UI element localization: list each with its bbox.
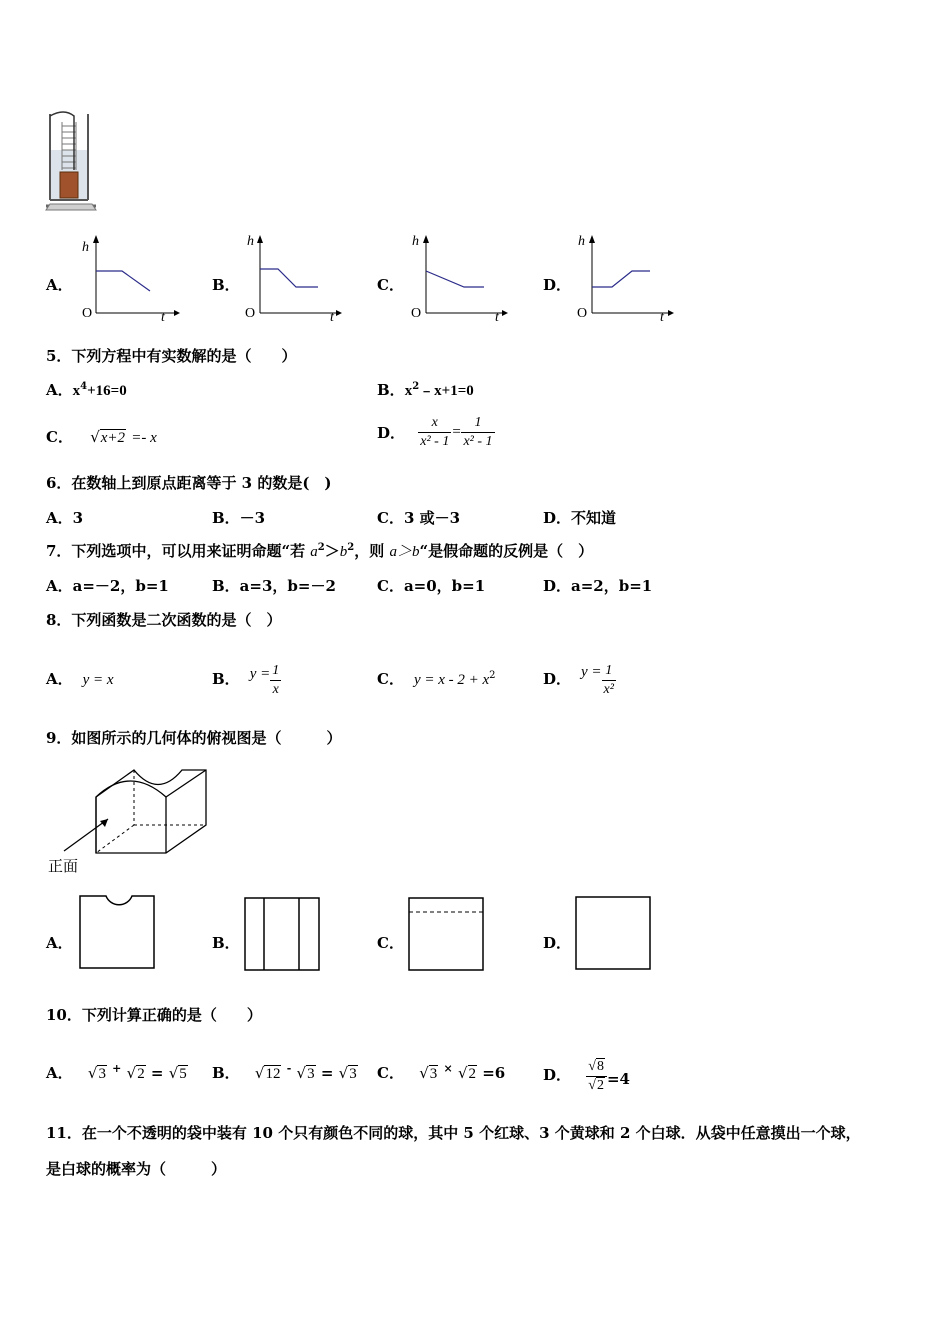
q9-stem: 9．如图所示的几何体的俯视图是（ ） (46, 729, 342, 747)
q4-graph-d-t: t (660, 310, 664, 325)
q9-option-a-label[interactable]: A． (46, 934, 73, 952)
q4-graph-a-t: t (161, 310, 165, 325)
q8-option-c[interactable]: C． $y = x - 2 + x^2$ (377, 670, 496, 688)
q9-option-a-view[interactable] (78, 894, 158, 972)
q8-stem: 8．下列函数是二次函数的是（ ） (46, 611, 282, 629)
q6-option-b[interactable]: B．－3 (212, 509, 266, 527)
q4-graph-a-o: O (82, 306, 93, 321)
q10-stem: 10．下列计算正确的是（ ） (46, 1006, 262, 1024)
q8-option-b[interactable]: B． y = $\frac{1}{x}$ (212, 662, 280, 697)
q4-graph-d-o: O (577, 306, 588, 321)
q9-front-label: 正面 (48, 857, 79, 875)
q4-graph-b-h: h (247, 234, 254, 249)
q4-option-b-label[interactable]: B． (212, 276, 240, 294)
q4-graph-c-o: O (411, 306, 422, 321)
q5-option-b[interactable]: B．$x^2﹣x+1=0$ (377, 381, 474, 399)
q4-graph-c-h: h (412, 234, 419, 249)
q9-option-d-view[interactable] (574, 895, 654, 973)
q6-stem: 6．在数轴上到原点距离等于 3 的数是( ) (46, 474, 332, 492)
q10-option-b[interactable]: B． √12 - √3 = √3 (212, 1062, 357, 1082)
q10-option-a[interactable]: A． √3 + √2 = √5 (46, 1062, 187, 1082)
q7-option-d[interactable]: D．a=2，b=1 (543, 577, 653, 595)
q4-option-d-label[interactable]: D． (543, 276, 572, 294)
q10-option-c[interactable]: C． √3 × √2 =6 (377, 1062, 506, 1082)
beaker-figure (44, 110, 104, 215)
q7-option-b[interactable]: B．a=3，b=－2 (212, 577, 336, 595)
q5-option-a[interactable]: A．$x^4+16=0$ (46, 381, 127, 399)
q4-graph-d-h: h (578, 234, 585, 249)
q4-graph-b-t: t (330, 310, 334, 325)
q6-option-a[interactable]: A．3 (46, 509, 84, 527)
q9-solid-figure (60, 765, 220, 865)
q4-graph-b-o: O (245, 306, 256, 321)
q8-option-d[interactable]: D． y = $\frac{1}{\text{x²}}$ (543, 662, 614, 697)
q8-option-a[interactable]: A． y = x (46, 670, 114, 688)
q7-option-c[interactable]: C．a=0，b=1 (377, 577, 486, 595)
q9-option-c-view[interactable] (407, 896, 487, 974)
q11-line2: 是白球的概率为（ ） (46, 1160, 227, 1178)
q4-option-a-label[interactable]: A． (46, 276, 73, 294)
q5-option-c[interactable]: C． √x+2 =- x (46, 428, 157, 446)
q10-option-d[interactable]: D． $\frac{√8}{√2}$ =4 (543, 1058, 630, 1093)
q7-option-a[interactable]: A．a=－2，b=1 (46, 577, 169, 595)
q7-stem: 7．下列选项中，可以用来证明命题“若 $a^2>b^2$，则 a＞b“是假命题的反例是（ ） (46, 542, 594, 560)
q4-graph-c-t: t (495, 310, 499, 325)
q5-option-d[interactable]: D． $\frac{x}{\text{x² - 1}}$ = $\frac{1}{\text{x² - 1}}$ (377, 415, 493, 449)
q9-option-d-label[interactable]: D． (543, 934, 572, 952)
q4-option-c-label[interactable]: C． (377, 276, 404, 294)
q6-option-d[interactable]: D．不知道 (543, 509, 617, 527)
q9-option-b-view[interactable] (243, 896, 323, 974)
q6-option-c[interactable]: C．3 或－3 (377, 509, 461, 527)
q4-graph-a-h: h (82, 240, 89, 255)
q5-stem: 5．下列方程中有实数解的是（ ） (46, 347, 297, 365)
q9-option-c-label[interactable]: C． (377, 934, 404, 952)
q9-option-b-label[interactable]: B． (212, 934, 240, 952)
q11-line1: 11．在一个不透明的袋中装有 10 个只有颜色不同的球，其中 5 个红球、3 个黄球和 2 个白球．从袋中任意摸出一个球， (46, 1124, 861, 1142)
